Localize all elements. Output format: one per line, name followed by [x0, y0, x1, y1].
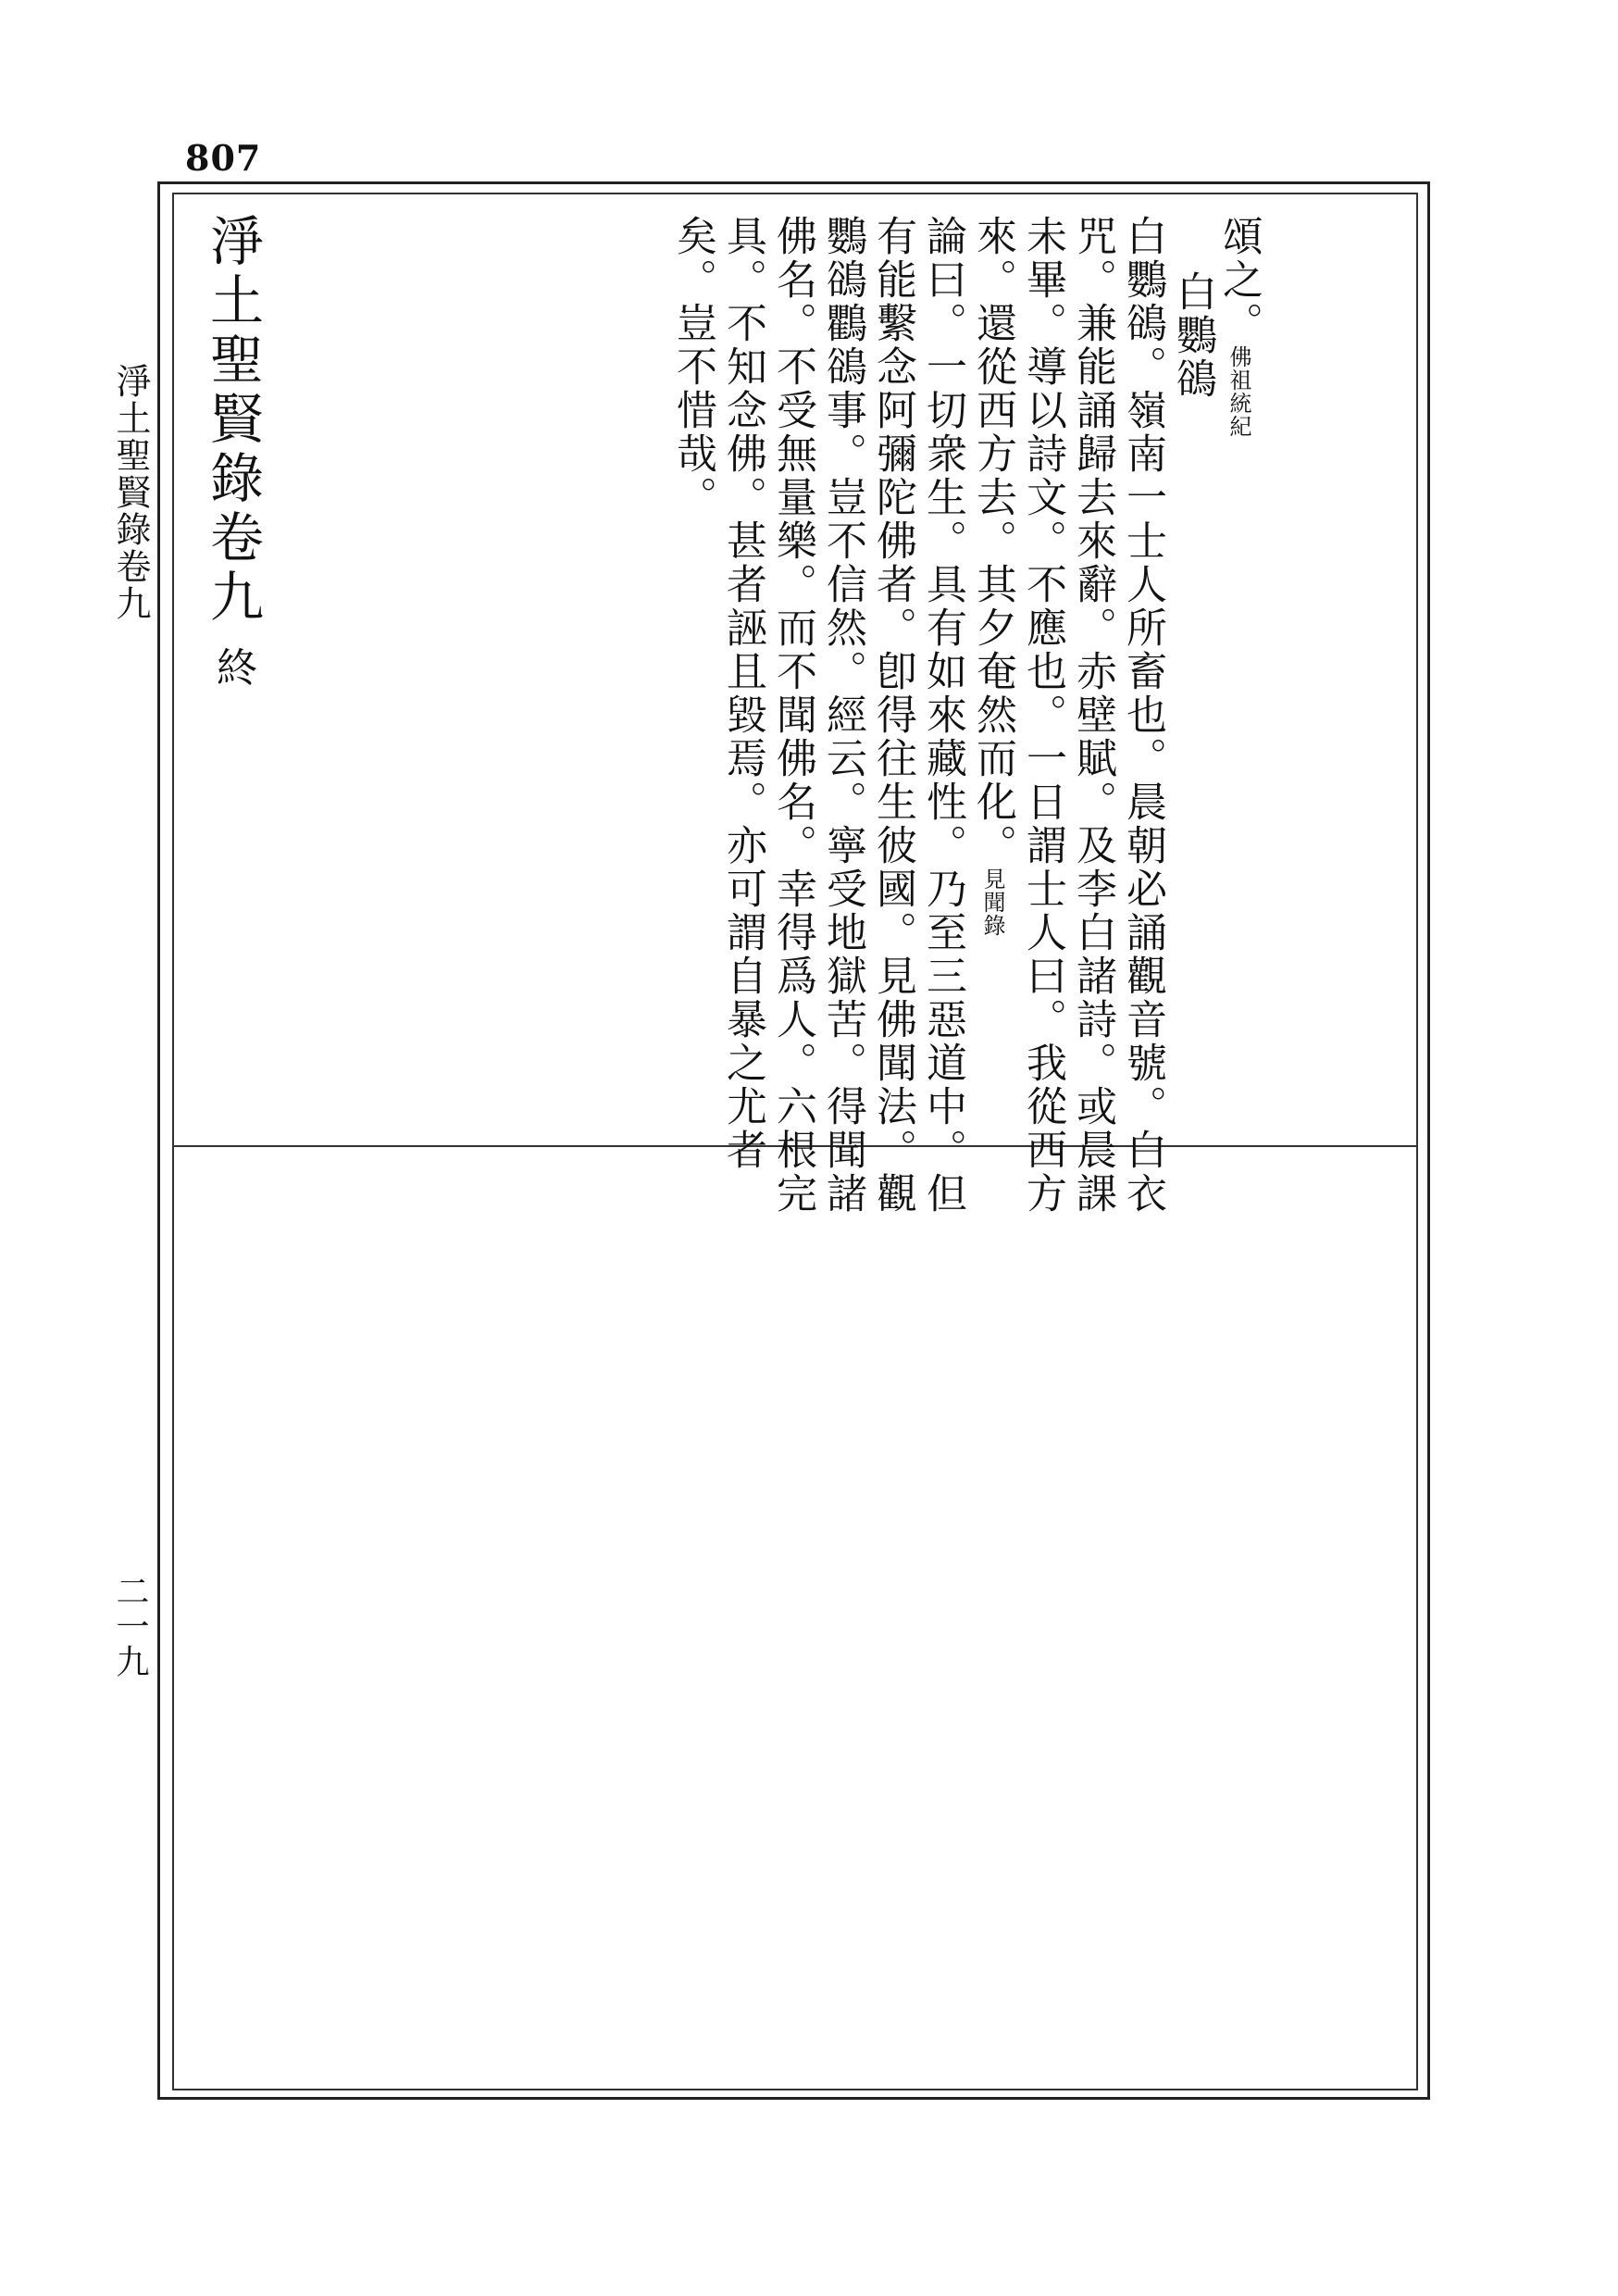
text-column-8: 有能繫念阿彌陀佛者。卽得往生彼國。見佛聞法。觀	[869, 215, 916, 1216]
page-number: 807	[185, 137, 262, 179]
running-title: 淨土聖賢錄卷九	[110, 363, 151, 622]
text-column-10: 佛名。不受無量樂。而不聞佛名。幸得爲人。六根完	[769, 215, 816, 1216]
closing-end-mark: 終	[209, 646, 256, 693]
text-column-6: 來。還從西方去。其夕奄然而化。見聞錄	[969, 215, 1016, 937]
text-column-11: 具。不知念佛。甚者誣且毀焉。亦可謂自暴之尤者	[719, 215, 766, 1172]
source-note: 見聞錄	[979, 867, 1005, 937]
folio-number: 二一九	[111, 1574, 149, 1679]
text-column-12: 矣。豈不惜哉。	[669, 215, 716, 519]
text-column-2	[1169, 270, 1216, 401]
section-heading: 白鸚鵒	[1169, 270, 1216, 401]
text-column-3: 白鸚鵒。嶺南一士人所畜也。晨朝必誦觀音號。白衣	[1119, 215, 1166, 1216]
text-column-1: 頌之。佛祖統紀	[1215, 215, 1263, 438]
text-column-7: 論曰。一切衆生。具有如來藏性。乃至三惡道中。但	[919, 215, 966, 1216]
text-column-4: 咒。兼能誦歸去來辭。赤壁賦。及李白諸詩。或晨課	[1069, 215, 1116, 1216]
closing-title: 淨土聖賢錄卷九終	[201, 213, 264, 693]
text-column-9: 鸚鵒鸜鵒事。豈不信然。經云。寧受地獄苦。得聞諸	[819, 215, 866, 1216]
text-column-5: 未畢。導以詩文。不應也。一日謂士人曰。我從西方	[1019, 215, 1066, 1216]
source-note: 佛祖統紀	[1226, 345, 1251, 438]
